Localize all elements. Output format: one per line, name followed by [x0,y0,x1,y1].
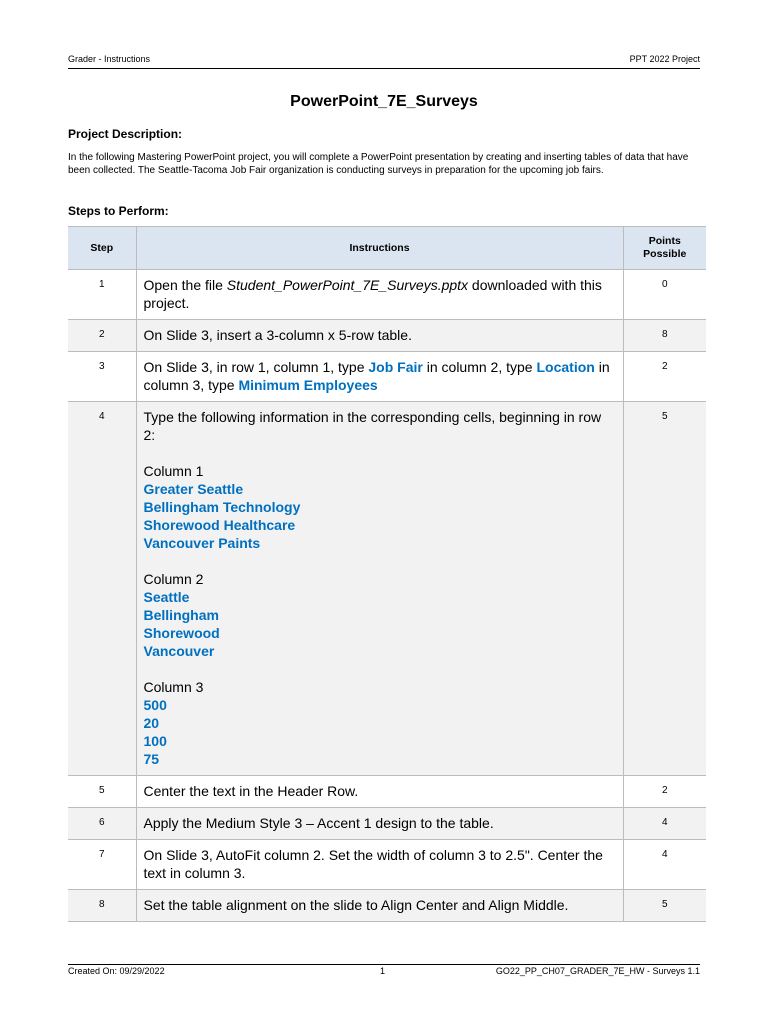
footer-created-date: Created On: 09/29/2022 [68,966,165,976]
instruction-cell: Center the text in the Header Row. [136,776,623,808]
points-value: 4 [623,808,706,840]
instruction-cell: On Slide 3, insert a 3-column x 5-row table. [136,320,623,352]
points-value: 4 [623,840,706,890]
instruction-cell [136,352,623,402]
footer-document-id: GO22_PP_CH07_GRADER_7E_HW - Surveys 1.1 [495,966,700,976]
instruction-cell [136,402,623,776]
column-header-step: Step [68,227,136,270]
step-number: 2 [68,320,136,352]
column-1-value: Bellingham Technology [143,499,301,515]
column-2-value: Vancouver [143,643,215,659]
column-3-value: 75 [143,751,160,767]
instruction-text: in column 3, type [143,359,610,393]
page-footer [68,964,700,978]
table-row [68,890,706,922]
table-row [68,402,706,776]
column-2-value: Seattle [143,589,190,605]
table-row [68,320,706,352]
column-3-label: Column 3 [143,679,204,695]
header-right: PPT 2022 Project [629,54,700,64]
step-number: 5 [68,776,136,808]
column-3-value: 500 [143,697,167,713]
instruction-text: Open the file [143,277,227,293]
column-2-label: Column 2 [143,571,204,587]
column-header-points [623,227,706,270]
column-1-value: Greater Seattle [143,481,244,497]
table-row [68,270,706,320]
value-location: Location [536,359,595,375]
points-header-line2: Possible [643,248,687,260]
project-description-heading: Project Description: [68,127,183,141]
steps-heading: Steps to Perform: [68,204,169,218]
value-minimum-employees: Minimum Employees [238,377,378,393]
table-header-row [68,227,706,270]
column-1-value: Vancouver Paints [143,535,261,551]
points-value: 8 [623,320,706,352]
instruction-text: On Slide 3, in row 1, column 1, type [143,359,369,375]
instruction-text: in column 2, type [422,359,537,375]
table-row [68,776,706,808]
step-number: 3 [68,352,136,402]
column-2-value: Shorewood [143,625,220,641]
instruction-text: downloaded with this project. [143,277,602,311]
page-title: PowerPoint_7E_Surveys [290,93,478,110]
instruction-cell [136,270,623,320]
step-number: 4 [68,402,136,776]
points-value: 0 [623,270,706,320]
steps-table [68,226,706,922]
table-row [68,808,706,840]
column-3-value: 20 [143,715,160,731]
footer-page-number: 1 [380,966,386,976]
file-name: Student_PowerPoint_7E_Surveys.pptx [226,277,469,293]
instruction-cell: Apply the Medium Style 3 – Accent 1 design to the table. [136,808,623,840]
table-row [68,352,706,402]
table-row [68,840,706,890]
step-number: 8 [68,890,136,922]
column-1-value: Shorewood Healthcare [143,517,296,533]
points-value: 2 [623,776,706,808]
header-left: Grader - Instructions [68,54,151,64]
column-1-label: Column 1 [143,463,204,479]
column-3-value: 100 [143,733,167,749]
points-value: 2 [623,352,706,402]
value-job-fair: Job Fair [368,359,423,375]
points-value: 5 [623,890,706,922]
step-number: 1 [68,270,136,320]
points-header-line1: Points [648,235,681,247]
project-description-text: In the following Mastering PowerPoint project, you will complete a PowerPoint presentation by creating and inserting tables of data that have been collected. The Seattle-Tacoma Job Fair organization is conducting surveys in preparation for the upcoming job fairs. [68,152,689,176]
step-number: 6 [68,808,136,840]
step-number: 7 [68,840,136,890]
instruction-cell: On Slide 3, AutoFit column 2. Set the width of column 3 to 2.5". Center the text in column 3. [136,840,623,890]
points-value: 5 [623,402,706,776]
instruction-intro: Type the following information in the corresponding cells, beginning in row 2: [143,409,602,443]
column-header-instructions: Instructions [136,227,623,270]
column-2-value: Bellingham [143,607,219,623]
instruction-cell: Set the table alignment on the slide to Align Center and Align Middle. [136,890,623,922]
page-header [68,54,700,69]
